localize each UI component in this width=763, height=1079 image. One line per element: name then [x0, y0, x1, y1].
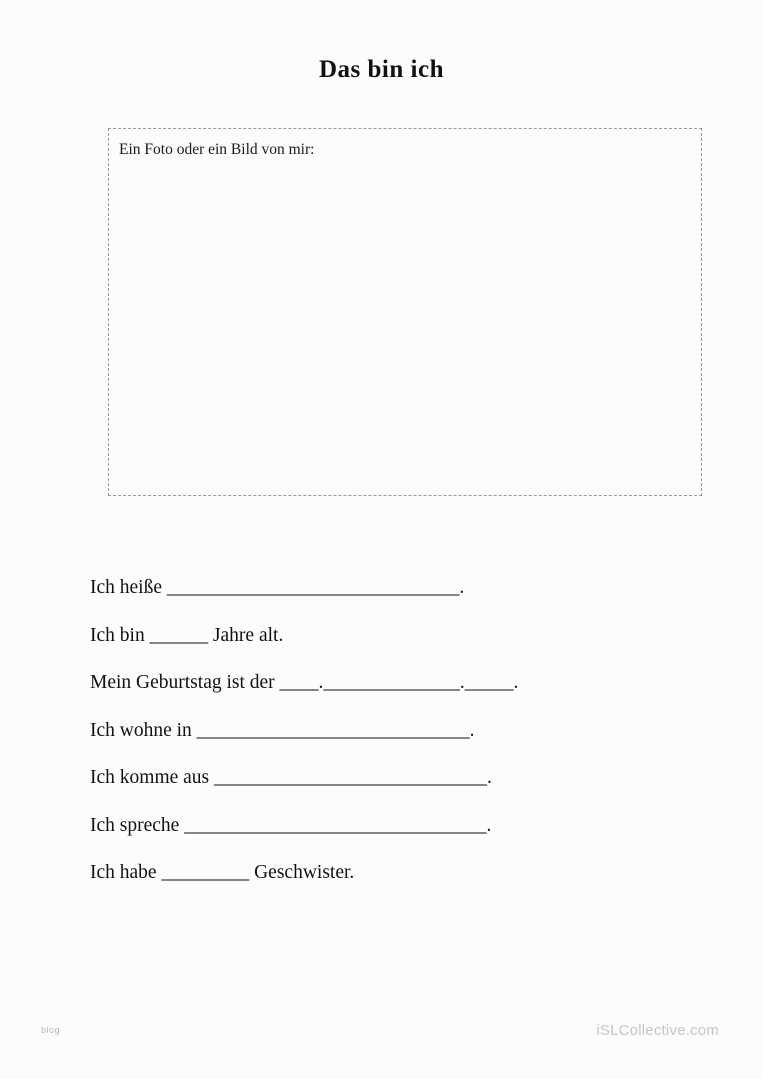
footer-note: blog: [41, 1025, 61, 1035]
photo-placeholder-box[interactable]: [108, 128, 702, 496]
page-title: Das bin ich: [319, 56, 444, 83]
list-item[interactable]: Ich habe _________ Geschwister.: [90, 862, 355, 883]
list-item[interactable]: Ich bin ______ Jahre alt.: [90, 624, 284, 646]
watermark: iSLCollective.com: [596, 1022, 719, 1039]
list-item[interactable]: Ich heiße ______________________________.: [90, 577, 465, 598]
list-item[interactable]: Ich komme aus ____________________________.: [90, 767, 492, 788]
fill-in-lines: [90, 578, 710, 883]
list-item[interactable]: Mein Geburtstag ist der ____.______________._____.: [90, 672, 519, 693]
list-item[interactable]: Ich spreche _______________________________.: [90, 814, 492, 836]
list-item[interactable]: Ich wohne in ____________________________.: [90, 719, 475, 741]
photo-placeholder-label: Ein Foto oder ein Bild von mir:: [119, 141, 315, 158]
